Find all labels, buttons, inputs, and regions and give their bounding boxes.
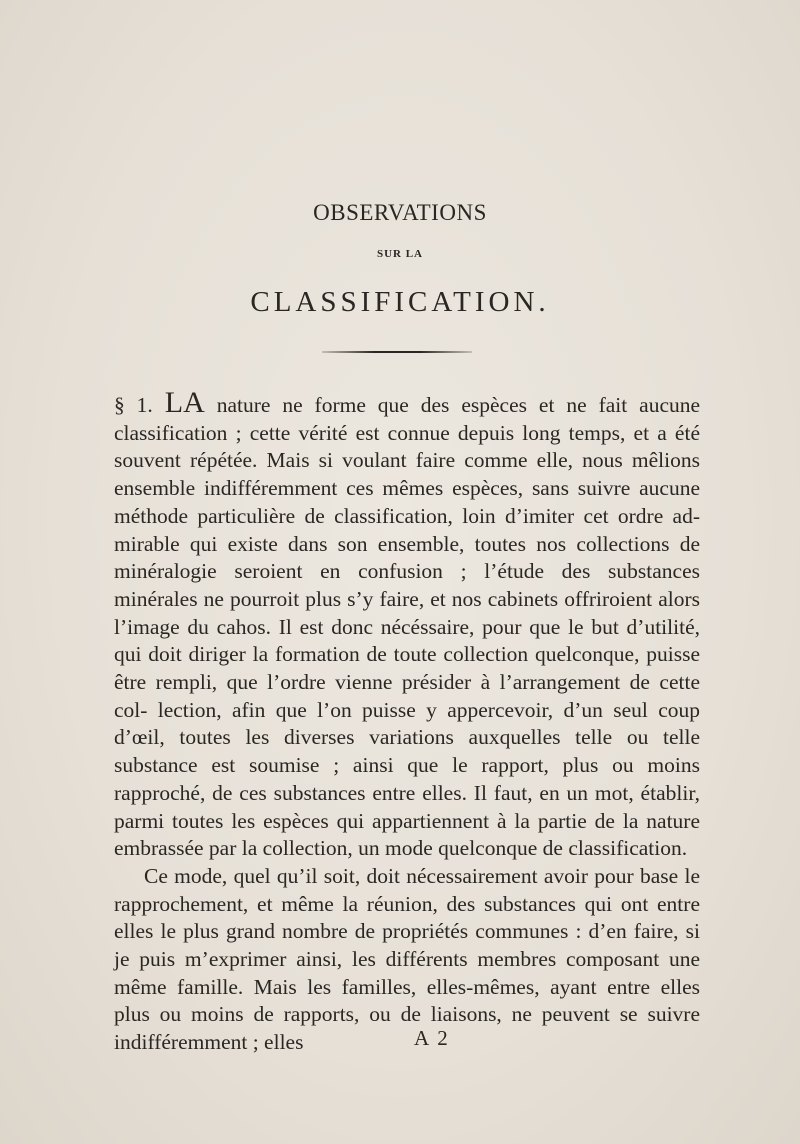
signature-mark: A 2	[414, 1026, 450, 1050]
section-number: § 1.	[114, 393, 153, 417]
body-text	[114, 386, 701, 1057]
title-sur-la: SUR LA	[376, 248, 424, 260]
decorative-rule	[322, 351, 472, 353]
paragraph-1-text: nature ne forme que des espèces et ne fait aucune classification ; cette vérité est connue depuis long temps, et a été souvent répétée. Mais si voulant faire comme elle, nous mêlions ensemble indifféremment ces mêmes espèces, sans suivre aucune méthode particulière de classification, loin d’imiter cet ordre ad- mirable qui existe dans son ensemble, toutes nos collections de minéralogie seroient en confusion ; l’étude des substances minérales ne pourroit plus s’y faire, et nos cabinets offriroient alors l’image du cahos. Il est donc nécéssaire, pour que le but d’utilité, qui doit diriger la formation de toute collection quelconque, puisse être rempli, que l’ordre vienne présider à l’arrangement de cette col- lection, afin que l’on puisse y appercevoir, d’un seul coup d’œil, toutes les diverses variations auxquelles telle ou telle substance est soumise ; ainsi que le rapport, plus ou moins rapproché, de ces substances entre elles. Il faut, en un mot, établir, parmi toutes les espèces qui appartiennent à la partie de la nature embrassée par la collection, un mode quelconque de classification.	[114, 393, 701, 861]
title-classification: CLASSIFICATION.	[250, 286, 550, 318]
paragraph-2: Ce mode, quel qu’il soit, doit nécessairement avoir pour base le rapprochement, et même la réunion, des substances qui ont entre elles le plus grand nombre de propriétés communes : d’en faire, si je puis m’exprimer ainsi, les différents membres composant une même famille. Mais les familles, elles-mêmes, ayant entre elles plus ou moins de rapports, ou de liaisons, ne peuvent se suivre indifféremment ; elles	[114, 863, 700, 1055]
lead-word: LA	[164, 386, 205, 419]
title-observations: OBSERVATIONS	[313, 200, 487, 225]
paragraph-1	[114, 386, 701, 863]
